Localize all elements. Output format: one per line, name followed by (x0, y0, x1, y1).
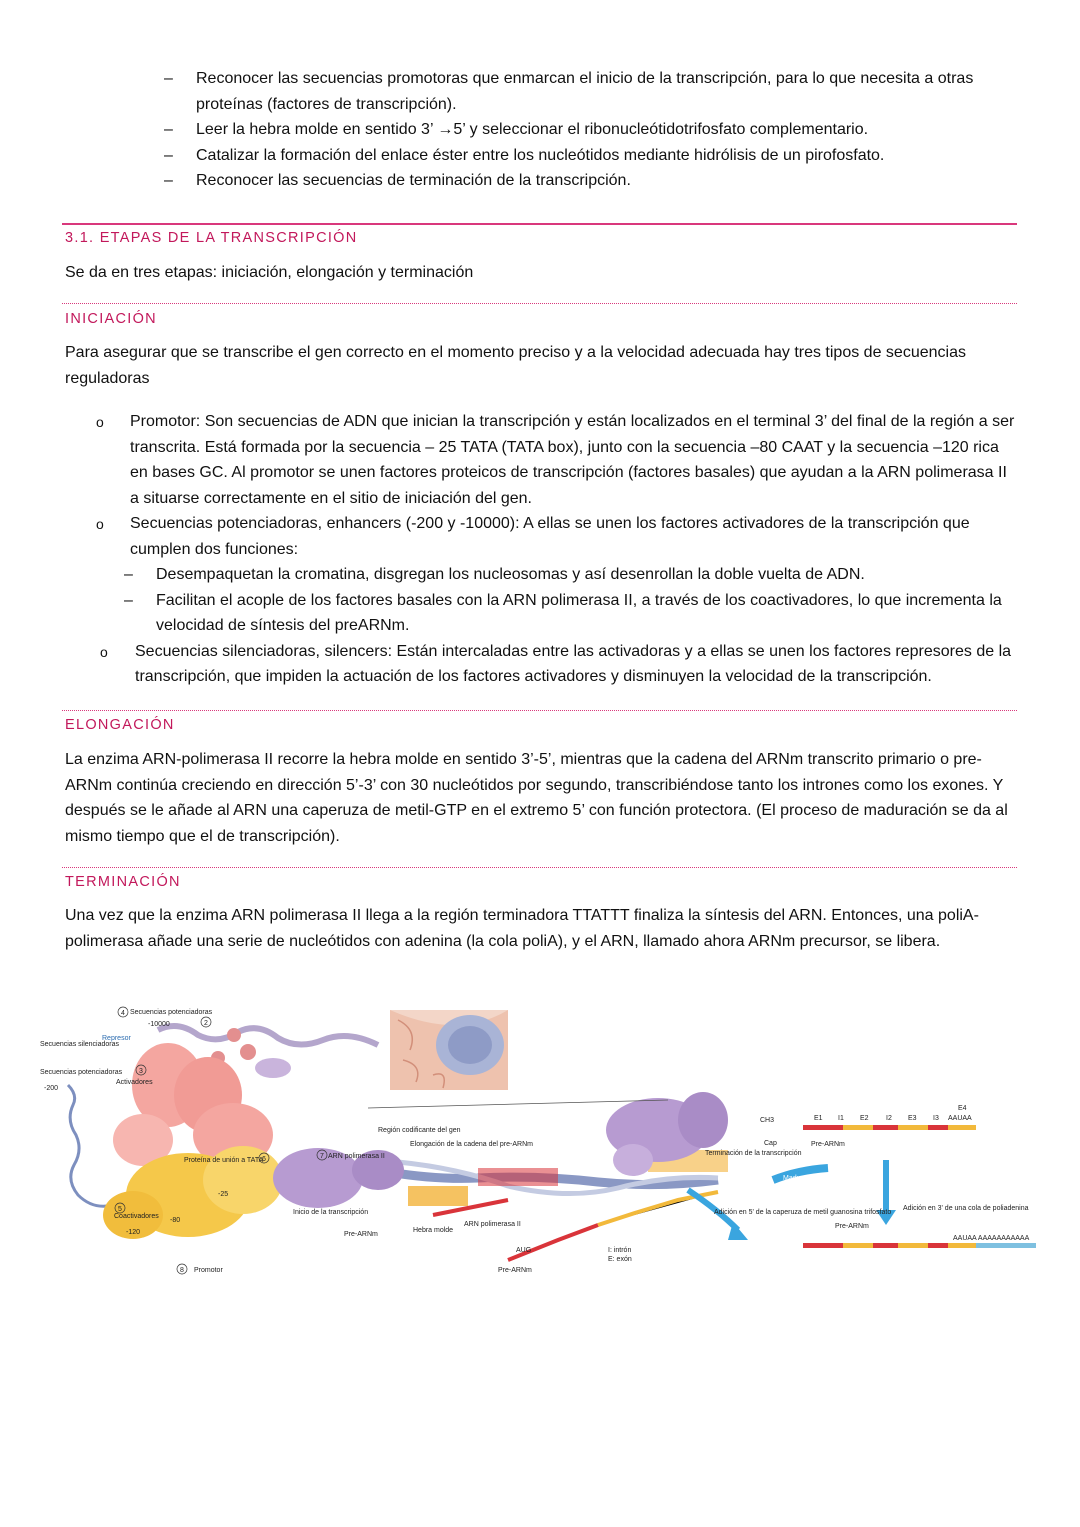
label-e1: E1 (814, 1115, 823, 1122)
list-item-promotor: o Promotor: Son secuencias de ADN que inician la transcripción y están localizados en el terminal 3’ del final de la región a ser transcrita. Está formada por la secuencia – 25 TATA (TATA box), junto con la secuencia –80 CAAT y la secuencia –120 rica en bases GC. Al promotor se unen factores proteicos de transcripción (factores basales) que ayudan a la ARN polimerasa II a situarse correctamente en el sitio de iniciación del gen. (90, 409, 1015, 511)
regulatory-sequences-list (90, 409, 1015, 690)
bullet-icon: o (100, 643, 108, 660)
label-aug: AUG (516, 1247, 532, 1254)
label-ch3: CH3 (760, 1117, 775, 1124)
dotted-divider (62, 867, 1017, 868)
step-number-7: 7 (320, 1153, 324, 1160)
heading-elongacion: ELONGACIÓN (65, 717, 175, 733)
label-200: -200 (44, 1085, 59, 1092)
label-promotor: Promotor (194, 1267, 223, 1274)
bullet-icon: o (96, 516, 104, 532)
label-potenciadoras-top: Secuencias potenciadoras (130, 1009, 213, 1016)
label-intron: I: intrón (608, 1247, 632, 1254)
functions-sublist (90, 562, 1015, 639)
sublist-item: – Desempaquetan la cromatina, disgregan los nucleosomas y así desenrollan la doble vuelta de ADN. (90, 562, 1015, 588)
label-cap: Cap (764, 1140, 777, 1147)
mrna-top-bar (803, 1125, 976, 1130)
label-elongacion: Elongación de la cadena del pre-ARNm (410, 1141, 533, 1148)
elongacion-text: La enzima ARN-polimerasa II recorre la hebra molde en sentido 3’-5’, mientras que la cadena del ARNm transcrito primario o pre-ARNm continúa creciendo en dirección 5’-3’ con 30 nucleótidos por segundo, transcribiéndose tanto los intrones como los exones. Y después se le añade al ARN una caperuza de metil-GTP en el extremo 5’ con función protectora. (El proceso de maduración se da al mismo tiempo que el de transcripción). (65, 751, 1008, 845)
label-aauaa-top: AAUAA (948, 1115, 972, 1122)
step-number-4: 4 (121, 1010, 125, 1017)
label-arn-polimerasa: ARN polimerasa II (328, 1153, 385, 1160)
label-represor: Represor (102, 1035, 131, 1042)
label-e4: E4 (958, 1105, 967, 1112)
label-activadores: Activadores (116, 1079, 153, 1086)
label-i1: I1 (838, 1115, 844, 1122)
label-exon: E: exón (608, 1256, 632, 1263)
label-80: -80 (170, 1217, 181, 1224)
step-number-8: 8 (180, 1267, 184, 1274)
label-arn-polimerasa-2: ARN polimerasa II (464, 1221, 521, 1228)
label-120: -120 (126, 1229, 141, 1236)
terminacion-text: Una vez que la enzima ARN polimerasa II llega a la región terminadora TTATTT finaliza la síntesis del ARN. Entonces, una poliA-polimerasa añade una serie de nucleótidos con adenina (la cola poliA), y el ARN, llamado ahora ARNm precursor, se libera. (65, 907, 979, 950)
list-item: – Catalizar la formación del enlace éster entre los nucleótidos mediante hidrólisis de un pirofosfato. (160, 143, 1010, 169)
step-number-6: 6 (262, 1156, 266, 1163)
step-number-5: 5 (118, 1206, 122, 1213)
label-adicion-cap: Adición en 5' de la caperuza de metil guanosina trifosfato (714, 1209, 892, 1216)
label-silenciadoras: Secuencias silenciadoras (40, 1041, 119, 1048)
label-proteina-tata: Proteína de unión a TATA (184, 1157, 264, 1164)
heading-iniciacion: INICIACIÓN (65, 311, 157, 327)
label-e3: E3 (908, 1115, 917, 1122)
dotted-divider (62, 710, 1017, 711)
label-e2: E2 (860, 1115, 869, 1122)
label-pre-arnm-top: Pre-ARNm (811, 1141, 845, 1148)
heading-terminacion: TERMINACIÓN (65, 874, 181, 890)
label-maduracion: Maduración (783, 1175, 820, 1182)
mrna-bottom-bar (803, 1243, 1036, 1248)
bullet-icon: o (96, 414, 104, 430)
label-i2: I2 (886, 1115, 892, 1122)
label-pre-arnm-2: Pre-ARNm (498, 1267, 532, 1274)
label-terminacion: Terminación de la transcripción (705, 1150, 802, 1157)
label-pre-arnm: Pre-ARNm (344, 1231, 378, 1238)
dotted-divider (62, 303, 1017, 304)
label-10000: -10000 (148, 1021, 170, 1028)
label-adicion-cola: Adición en 3' de una cola de poliadenina (903, 1205, 1029, 1212)
label-potenciadoras-left: Secuencias potenciadoras (40, 1069, 123, 1076)
list-item: – Reconocer las secuencias de terminación de la transcripción. (160, 168, 1010, 194)
label-region-codificante: Región codificante del gen (378, 1127, 461, 1134)
sublist-item: – Facilitan el acople de los factores basales con la ARN polimerasa II, a través de los coactivadores, lo que incrementa la velocidad de síntesis del preARNm. (90, 588, 1015, 639)
label-pre-arnm-3: Pre-ARNm (835, 1223, 869, 1230)
section-title: 3.1. ETAPAS DE LA TRANSCRIPCIÓN (65, 230, 358, 246)
label-inicio: Inicio de la transcripción (293, 1209, 369, 1216)
list-item-potenciadoras: o Secuencias potenciadoras, enhancers (-200 y -10000): A ellas se unen los factores activadores de la transcripción que cumplen dos funciones: – Desempaquetan la cromatina, disgregan los nucleosomas y así desenrollan la doble vuelta de ADN. – Facilitan el acople de los factores basales con la ARN polimerasa II, a través de los coactivadores, lo que incrementa la velocidad de síntesis del preARNm. (90, 511, 1015, 639)
rna-polymerase (273, 1092, 728, 1208)
cell-nucleus-illustration (390, 1010, 508, 1090)
list-item-silenciadoras: o Secuencias silenciadoras, silencers: Están intercaladas entre las activadoras y a ellas se unen los factores represores de la transcripción, que impiden la actuación de los factores activadores y disminuyen la velocidad de la transcripción. (90, 639, 1015, 690)
label-poly-a: AAUAA AAAAAAAAAAA (953, 1235, 1030, 1242)
list-item: – Leer la hebra molde en sentido 3’ →5’ y seleccionar el ribonucleótidotrifosfato complementario. (160, 117, 1010, 143)
iniciacion-intro: Para asegurar que se transcribe el gen correcto en el momento preciso y a la velocidad adecuada hay tres tipos de secuencias reguladoras (65, 344, 966, 387)
label-hebra-molde: Hebra molde (413, 1227, 454, 1234)
intro-list (160, 66, 1010, 194)
section-divider (62, 223, 1017, 225)
list-item: – Reconocer las secuencias promotoras que enmarcan el inicio de la transcripción, para lo que necesita a otras proteínas (factores de transcripción). (160, 66, 1010, 117)
label-25: -25 (218, 1191, 229, 1198)
step-number-2: 2 (204, 1020, 208, 1027)
section-intro: Se da en tres etapas: iniciación, elongación y terminación (65, 264, 474, 281)
step-number-3: 3 (139, 1068, 143, 1075)
label-coactivadores: Coactivadores (114, 1213, 159, 1220)
label-i3: I3 (933, 1115, 939, 1122)
transcription-diagram (38, 1000, 1042, 1290)
